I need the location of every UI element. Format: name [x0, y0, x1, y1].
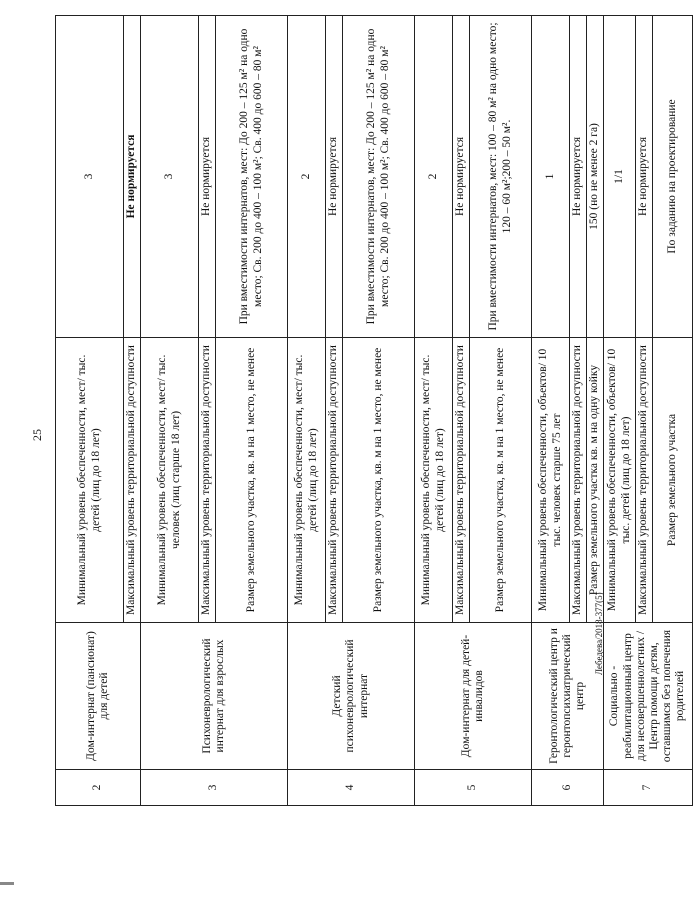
row-number: 5: [415, 770, 532, 806]
indicator-label: Минимальный уровень обеспеченности, мест/ тыс. человек (лиц старше 18 лет): [141, 338, 199, 623]
indicator-value: Не нормируется: [453, 16, 470, 338]
indicator-value: 1/1: [604, 16, 636, 338]
indicator-value: 150 (но не менее 2 га): [587, 16, 604, 338]
table-row: [288, 16, 326, 806]
indicator-label: Минимальный уровень обеспеченности, объектов/ 10 тыс. детей (лиц до 18 лет): [604, 338, 636, 623]
row-number: 3: [141, 770, 288, 806]
table-row: [415, 16, 453, 806]
indicator-value: Не нормируется: [199, 16, 216, 338]
indicator-label: Размер земельного участка, кв. м на 1 место, не менее: [470, 338, 532, 623]
page-number: 25: [30, 429, 44, 441]
indicator-label: Минимальный уровень обеспеченности, мест/ тыс. детей (лиц до 18 лет): [56, 338, 124, 623]
indicator-label: Максимальный уровень территориальной доступности: [326, 338, 343, 623]
facility-name: Социально - реабилитационный центр для несовершеннолетних / Центр помощи детям, оставшимся без попечения родителей: [604, 623, 693, 770]
indicator-value: 2: [415, 16, 453, 338]
facility-name: Геронтологический центр и геронтопсихиатрический центр: [532, 623, 604, 770]
indicator-label: Максимальный уровень территориальной доступности: [570, 338, 587, 623]
indicator-label: Минимальный уровень обеспеченности, мест/ тыс. детей (лиц до 18 лет): [288, 338, 326, 623]
indicator-label: Размер земельного участка кв. м на одну койку: [587, 338, 604, 623]
table-row: [604, 16, 636, 806]
indicator-value: Не нормируется: [570, 16, 587, 338]
indicator-value: 3: [141, 16, 199, 338]
indicator-label: Минимальный уровень обеспеченности, мест/ тыс. детей (лиц до 18 лет): [415, 338, 453, 623]
row-number: 4: [288, 770, 415, 806]
indicator-value: 1: [532, 16, 570, 338]
scan-mark: [0, 882, 14, 885]
row-number: 7: [604, 770, 693, 806]
indicator-value: Не нормируется: [326, 16, 343, 338]
indicator-label: Максимальный уровень территориальной доступности: [636, 338, 653, 623]
indicator-label: Размер земельного участка: [653, 338, 693, 623]
indicator-label: Размер земельного участка, кв. м на 1 место, не менее: [343, 338, 415, 623]
table-row: [532, 16, 570, 806]
indicator-label: Максимальный уровень территориальной доступности: [124, 338, 141, 623]
social-facilities-table: [55, 15, 693, 806]
footer-code: Лебедева/2018-377(5): [594, 592, 604, 675]
indicator-value: Не нормируется: [124, 16, 141, 338]
indicator-value: При вместимости интернатов, мест: До 200 – 125 м² на одно место; Св. 200 до 400 – 100 м²; Св. 400 до 600 – 80 м²: [216, 16, 288, 338]
indicator-value: При вместимости интернатов, мест: 100 – 80 м² на одно место; 120 – 60 м²;200 – 50 м².: [470, 16, 532, 338]
facility-name: Дом-интернат (пансионат) для детей: [56, 623, 141, 770]
table-row: [56, 16, 124, 806]
facility-name: Психоневрологический интернат для взрослых: [141, 623, 288, 770]
table-row: [141, 16, 199, 806]
indicator-value: По заданию на проектирование: [653, 16, 693, 338]
indicator-value: 3: [56, 16, 124, 338]
indicator-label: Минимальный уровень обеспеченности, объектов/ 10 тыс. человек старше 75 лет: [532, 338, 570, 623]
row-number: 6: [532, 770, 604, 806]
indicator-value: Не нормируется: [636, 16, 653, 338]
facility-name: Дом-интернат для детей-инвалидов: [415, 623, 532, 770]
indicator-label: Максимальный уровень территориальной доступности: [453, 338, 470, 623]
facility-name: Детский психоневрологический интернат: [288, 623, 415, 770]
indicator-value: При вместимости интернатов, мест: До 200 – 125 м² на одно место; Св. 200 до 400 – 100 м²; Св. 400 до 600 – 80 м²: [343, 16, 415, 338]
indicator-label: Максимальный уровень территориальной доступности: [199, 338, 216, 623]
row-number: 2: [56, 770, 141, 806]
indicator-value: 2: [288, 16, 326, 338]
indicator-label: Размер земельного участка, кв. м на 1 место, не менее: [216, 338, 288, 623]
